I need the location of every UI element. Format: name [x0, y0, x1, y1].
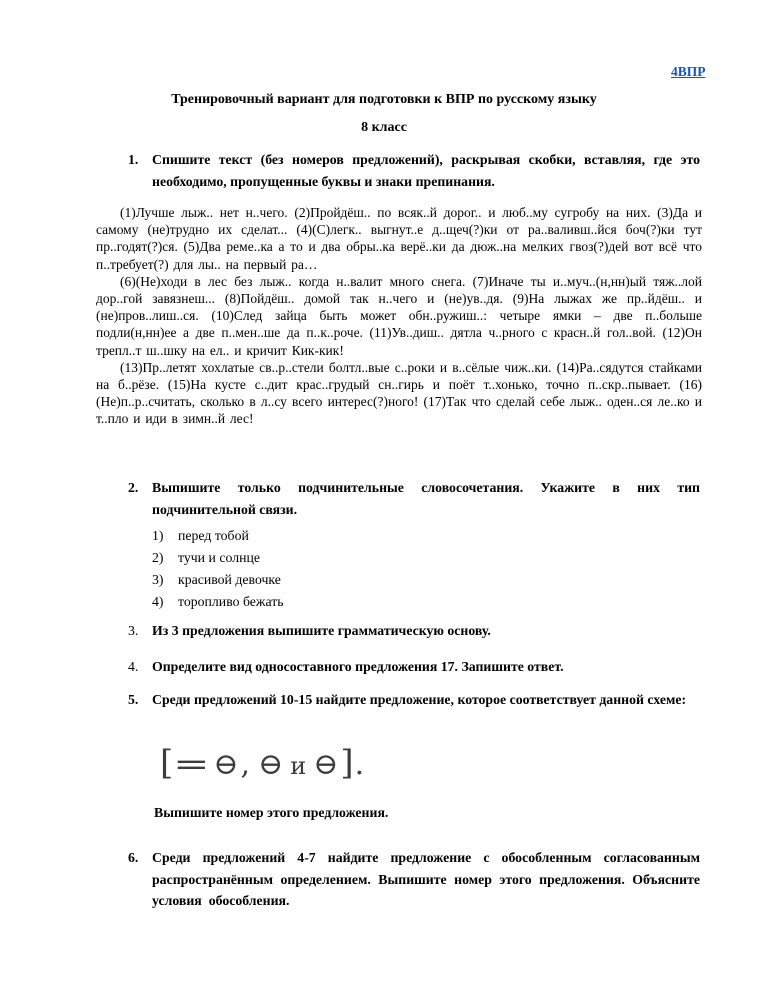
option-item — [152, 594, 284, 616]
schema-close-bracket-icon: ] — [340, 743, 355, 783]
option-item — [152, 528, 284, 550]
option-text: красивой девочке — [178, 572, 281, 587]
task-6 — [128, 847, 700, 912]
task-2-number: 2. — [128, 480, 139, 495]
task-6-instruction: Среди предложений 4-7 найдите предложение с обособленным согласованным распространённым определением. Выпишите номер этого предложения. Объясните условия обособления. — [152, 850, 700, 908]
task-3-instruction: Из 3 предложения выпишите грамматическую основу. — [152, 623, 491, 638]
task-5-followup: Выпишите номер этого предложения. — [154, 805, 389, 820]
vpr-link[interactable]: 4ВПР — [671, 64, 706, 79]
option-item — [152, 572, 284, 594]
task-5-number: 5. — [128, 692, 139, 707]
task-2-options — [152, 528, 284, 616]
option-number: 2) — [152, 550, 164, 565]
option-number: 1) — [152, 528, 164, 543]
text-paragraph-3: (13)Пр..летят хохлатые св..р..стели болтл..вые с..роки и в..сёлые чиж..ки. (14)Ра..сядутся стайками на б..рёзе. (15)На кусте с..дит крас..грудый сн..гирь и поёт т..хонько, точно п..скр..пывает. (16)(Не)п..р..считать, сколько в л..су всего интерес(?)ного! (17)Так что сделай себе лыж.. оден..ся ле..ко и т..пло и иди в зимн..й лес! — [96, 359, 702, 427]
task-1 — [128, 149, 700, 192]
task-1-number: 1. — [128, 152, 139, 167]
schema-period: . — [354, 747, 366, 782]
page-subtitle: 8 класс — [361, 120, 407, 135]
task-2 — [128, 477, 700, 520]
task-5 — [128, 689, 700, 711]
text-paragraph-2: (6)(Не)ходи в лес без лыж.. когда н..валит много снега. (7)Иначе ты и..муч..(н,нн)ый тяж..лой дор..гой завязнеш... (8)Пойдёш.. домой так н..чего и (не)ув..дя. (9)На лыжах же пр..йдёш.. и (не)пров..лиш..ся. (10)След зайца быть может обн..ружиш..: четыре ямки – две п..больше подли(н,нн)ее а две п..мен..ше да п..к..роче. (11)Ув..диш.. дятла ч..рного с красн..й гол..вой. (12)Он трепл..т ш..шку на ел.. и кричит Кик-кик! — [96, 273, 702, 358]
schema-member-icon: ⊖ — [213, 747, 240, 782]
schema-comma: , — [240, 747, 252, 782]
option-text: перед тобой — [178, 528, 249, 543]
option-number: 3) — [152, 572, 164, 587]
task-4-number: 4. — [128, 659, 139, 674]
schema-member-icon: ⊖ — [258, 747, 285, 782]
schema-conjunction: и — [290, 752, 308, 780]
text-paragraph-1: (1)Лучше лыж.. нет н..чего. (2)Пройдёш.. по всяк..й дорог.. и люб..му сугробу на них. (3)Да и самому (не)трудно их сделат... (4)(С)легк.. выгнут..е д..щеч(?)ки от ра..валивш..йся боч(?)ки тут пр..годят(?)ся. (5)Два реме..ка а то и два обры..ка верё..ки да дюж..на мелких гвоз(?)дей вот всё что п..требует(?) для лы.. на первый ра… — [96, 205, 702, 272]
task-3-number: 3. — [128, 623, 139, 638]
schema-predicate-icon: = — [173, 747, 212, 782]
sentence-schema — [160, 741, 365, 788]
task-4 — [128, 656, 700, 678]
schema-open-bracket-icon: [ — [160, 743, 175, 783]
option-item — [152, 550, 284, 572]
option-text: тучи и солнце — [178, 550, 260, 565]
option-number: 4) — [152, 594, 164, 609]
schema-member-icon: ⊖ — [313, 747, 340, 782]
task-3 — [128, 620, 700, 642]
task-5-instruction: Среди предложений 10-15 найдите предложение, которое соответствует данной схеме: — [152, 692, 687, 707]
exercise-text — [96, 204, 702, 428]
task-2-instruction: Выпишите только подчинительные словосочетания. Укажите в них тип подчинительной связи. — [152, 480, 700, 517]
page-title: Тренировочный вариант для подготовки к ВПР по русскому языку — [171, 92, 597, 107]
option-text: торопливо бежать — [178, 594, 284, 609]
task-4-instruction: Определите вид односоставного предложения 17. Запишите ответ. — [152, 659, 564, 674]
task-6-number: 6. — [128, 850, 139, 865]
task-1-instruction: Спишите текст (без номеров предложений), раскрывая скобки, вставляя, где это необходимо, пропущенные буквы и знаки препинания. — [152, 152, 700, 189]
